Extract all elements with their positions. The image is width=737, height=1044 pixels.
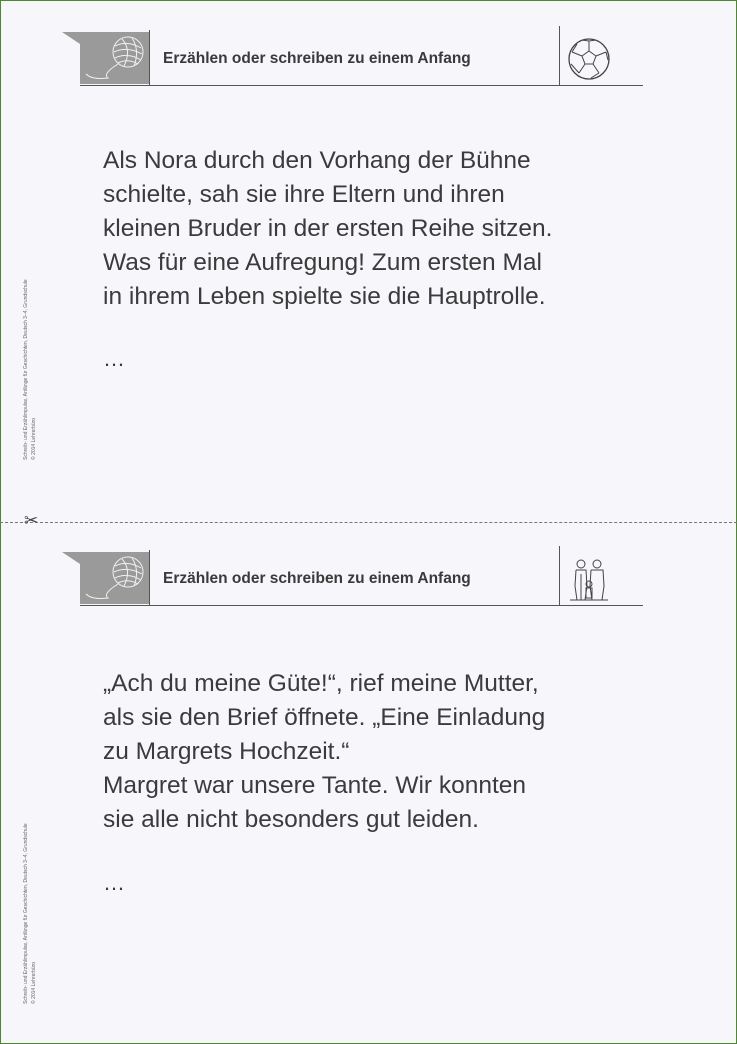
header-underline bbox=[80, 605, 643, 606]
story-line: sie alle nicht besonders gut leiden. bbox=[103, 806, 479, 833]
yarn-ball-banner-icon bbox=[62, 30, 150, 84]
copyright-line: © 2014 Lehrerbüro bbox=[31, 417, 37, 460]
story-text bbox=[103, 144, 663, 314]
continuation-ellipsis: … bbox=[103, 346, 125, 371]
story-line: Margret war unsere Tante. Wir konnten bbox=[103, 772, 527, 799]
yarn-ball-banner-icon bbox=[62, 550, 150, 604]
continuation-ellipsis: … bbox=[103, 870, 125, 895]
story-line: als sie den Brief öffnete. „Eine Einladung bbox=[103, 704, 546, 731]
card-title: Erzählen oder schreiben zu einem Anfang bbox=[163, 50, 471, 67]
story-line: kleinen Bruder in der ersten Reihe sitzen. bbox=[103, 215, 553, 242]
story-line: in ihrem Leben spielte sie die Hauptrolle. bbox=[103, 283, 546, 310]
header-divider bbox=[149, 30, 150, 85]
story-line: Als Nora durch den Vorhang der Bühne bbox=[103, 147, 531, 174]
header-divider bbox=[149, 550, 150, 605]
card-header bbox=[62, 546, 643, 606]
card-title: Erzählen oder schreiben zu einem Anfang bbox=[163, 570, 471, 587]
scissors-icon: ✂ bbox=[24, 511, 39, 530]
header-divider bbox=[559, 26, 560, 85]
story-card-2 bbox=[0, 524, 737, 1044]
story-line: schielte, sah sie ihre Eltern und ihren bbox=[103, 181, 505, 208]
family-icon bbox=[566, 556, 612, 602]
story-line: „Ach du meine Güte!“, rief meine Mutter, bbox=[103, 670, 539, 697]
story-line: zu Margrets Hochzeit.“ bbox=[103, 738, 350, 765]
card-header bbox=[62, 26, 643, 86]
header-divider bbox=[559, 546, 560, 605]
story-line: Was für eine Aufregung! Zum ersten Mal bbox=[103, 249, 542, 276]
cut-line bbox=[0, 522, 737, 523]
copyright-note bbox=[22, 754, 38, 1004]
football-icon bbox=[566, 36, 612, 82]
header-underline bbox=[80, 85, 643, 86]
copyright-line: © 2014 Lehrerbüro bbox=[31, 961, 37, 1004]
copyright-note bbox=[22, 210, 38, 460]
story-text bbox=[103, 667, 663, 837]
source-line: Schreib- und Erzählimpulse, Anfänge für Geschichten, Deutsch 3–4, Grundschule bbox=[23, 823, 29, 1004]
source-line: Schreib- und Erzählimpulse, Anfänge für Geschichten, Deutsch 3–4, Grundschule bbox=[23, 279, 29, 460]
